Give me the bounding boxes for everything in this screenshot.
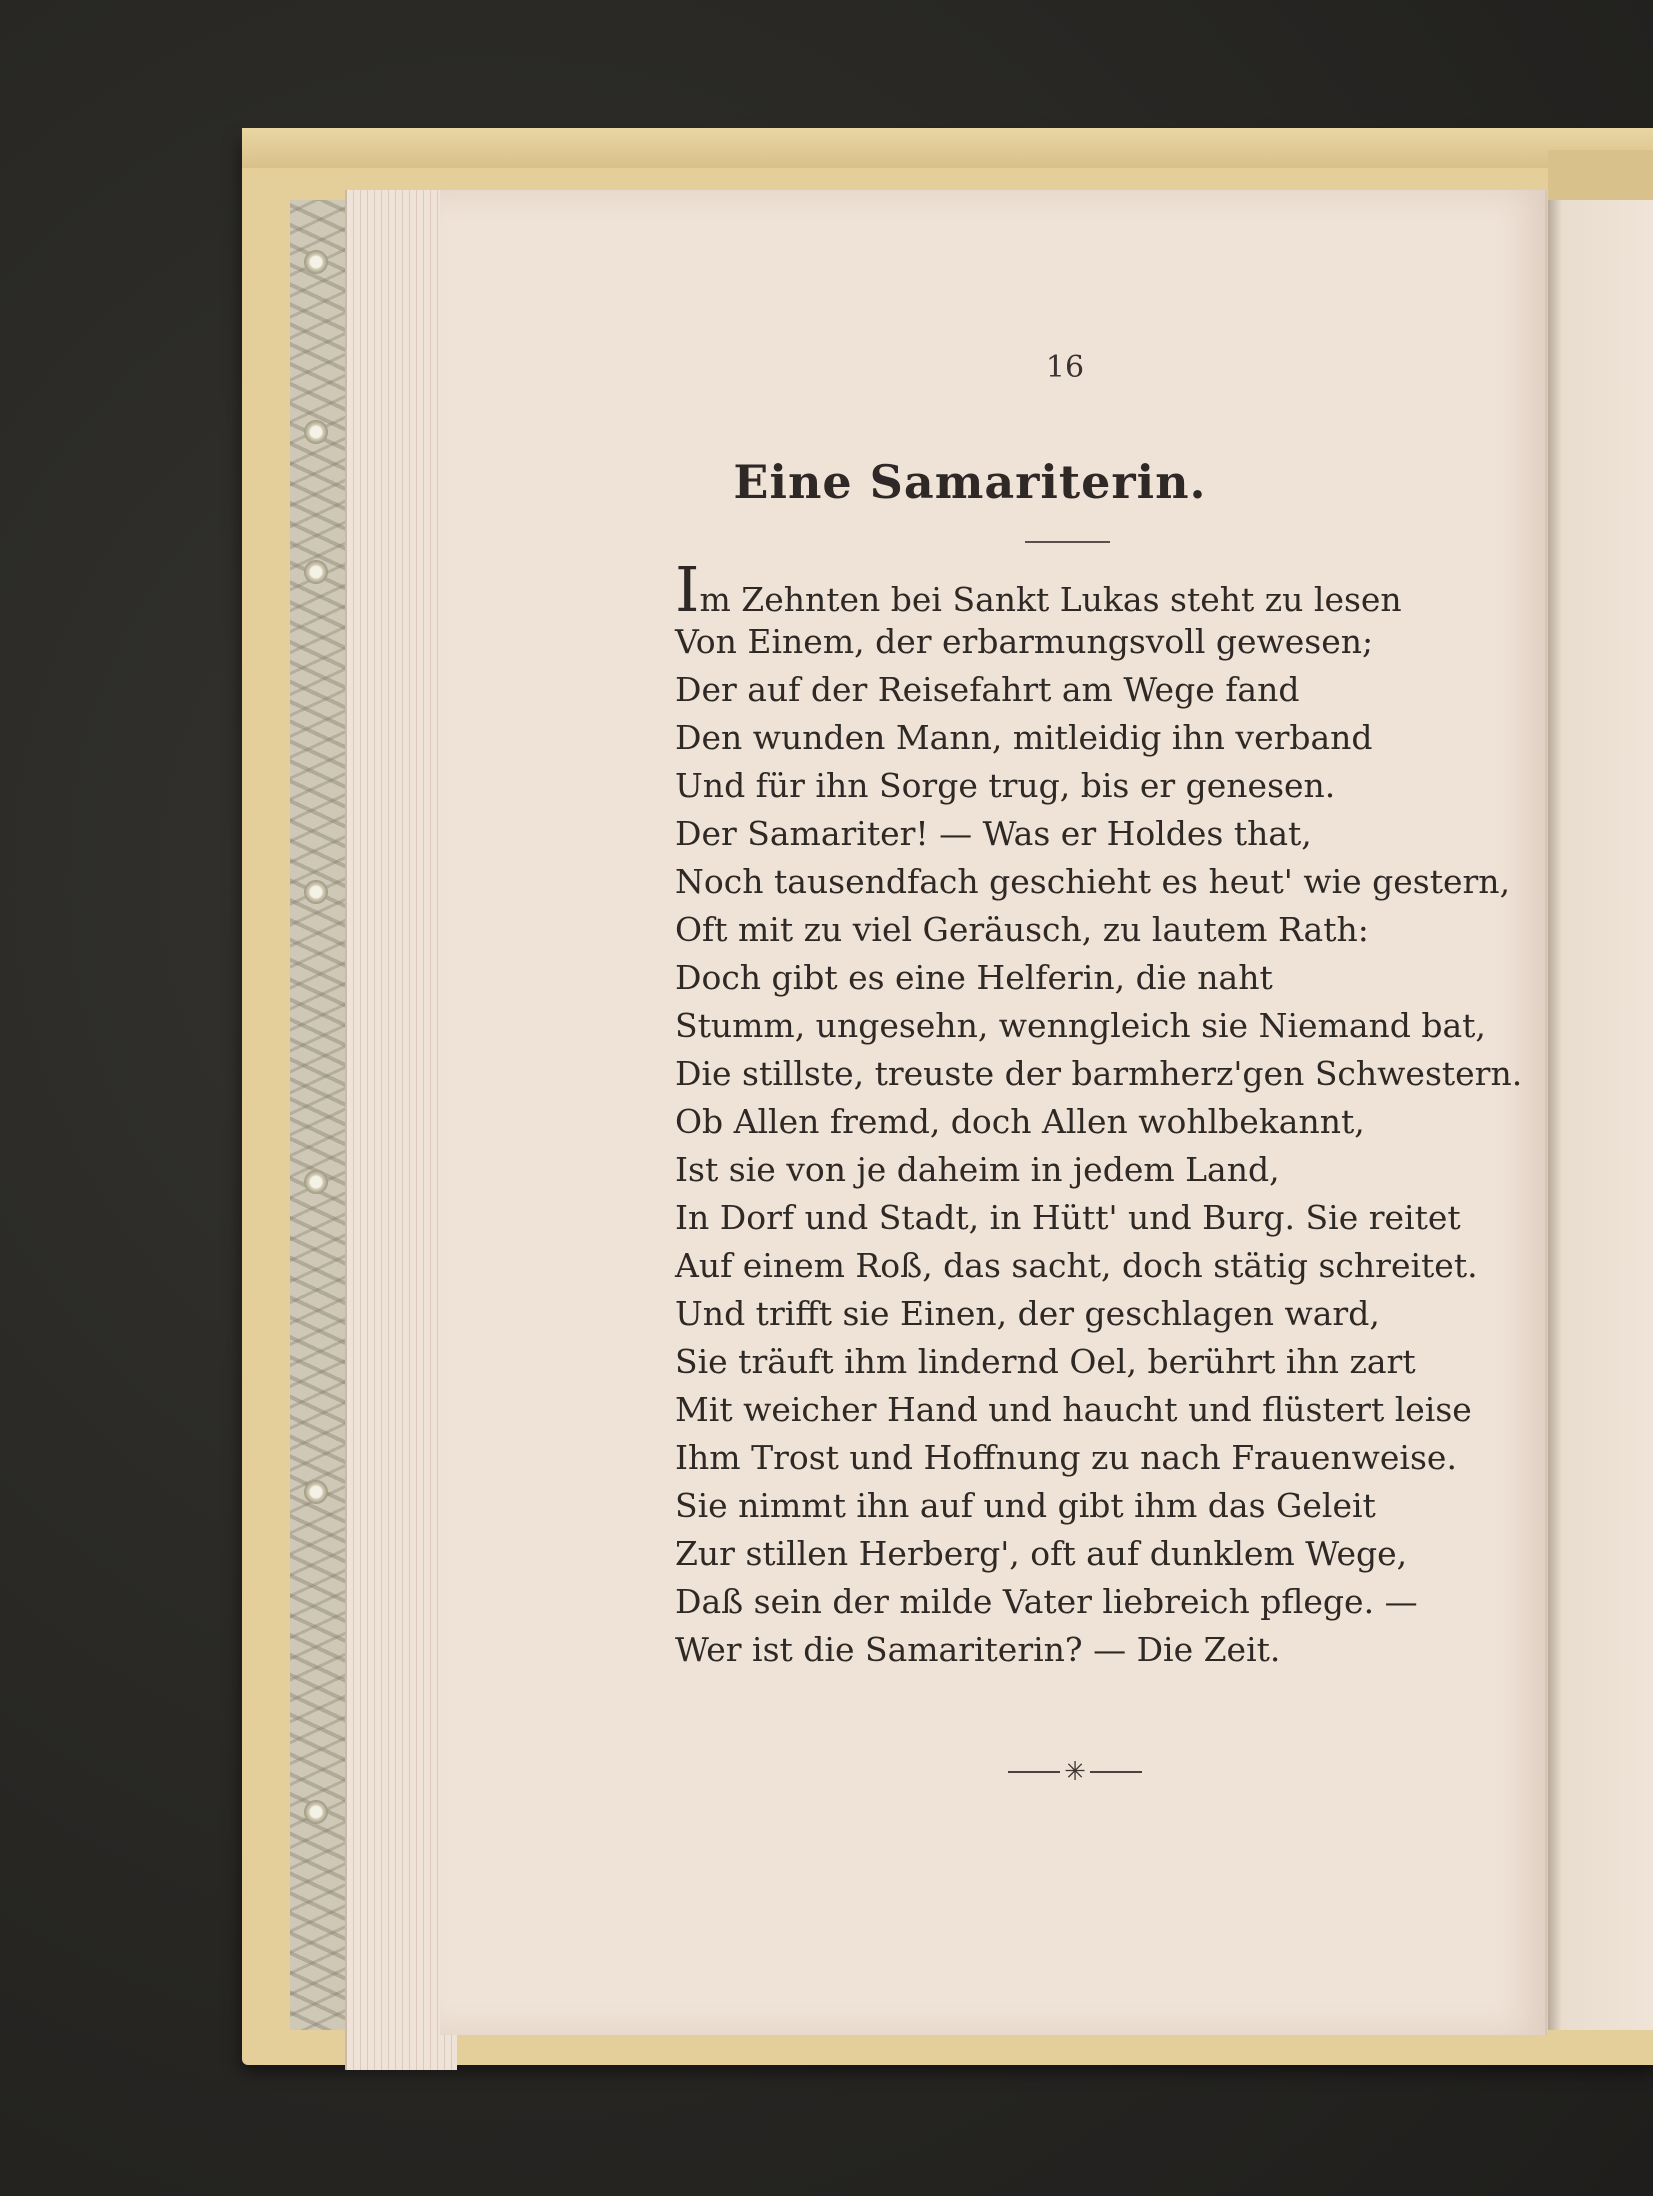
poem-line: Der auf der Reisefahrt am Wege fand [675, 670, 1300, 709]
poem-line: Und für ihn Sorge trug, bis er genesen. [675, 766, 1336, 805]
poem-line: Auf einem Roß, das sacht, doch stätig schreitet. [675, 1246, 1478, 1285]
poem-line: Die stillste, treuste der barmherz'gen Schwestern. [675, 1054, 1523, 1093]
lace-flower-icon [304, 880, 328, 904]
poem-line: Sie träuft ihm lindernd Oel, berührt ihn zart [675, 1342, 1416, 1381]
page-number: 16 [1045, 350, 1085, 385]
poem-line: Den wunden Mann, mitleidig ihn verband [675, 718, 1373, 757]
poem-body [675, 553, 1535, 1674]
poem-line: Von Einem, der erbarmungsvoll gewesen; [675, 622, 1374, 661]
poem-line: Mit weicher Hand und haucht und flüstert leise [675, 1390, 1472, 1429]
spine-lace-decoration [290, 200, 348, 2030]
title-divider [1025, 541, 1110, 543]
lace-flower-icon [304, 250, 328, 274]
lace-flower-icon [304, 1800, 328, 1824]
ornament-line-right [1090, 1771, 1142, 1773]
poem-title: Eine Samariterin. [733, 455, 1207, 509]
poem-line: Ist sie von je daheim in jedem Land, [675, 1150, 1280, 1189]
poem-line: Daß sein der milde Vater liebreich pflege. — [675, 1582, 1418, 1621]
poem-line: Oft mit zu viel Geräusch, zu lautem Rath: [675, 910, 1369, 949]
poem-line: In Dorf und Stadt, in Hütt' und Burg. Sie reitet [675, 1198, 1461, 1237]
poem-line: Ihm Trost und Hoffnung zu nach Frauenweise. [675, 1438, 1457, 1477]
poem-line: Doch gibt es eine Helferin, die naht [675, 958, 1273, 997]
poem-line: Der Samariter! — Was er Holdes that, [675, 814, 1312, 853]
poem-line: Zur stillen Herberg', oft auf dunklem Wege, [675, 1534, 1408, 1573]
poem-line: Stumm, ungesehn, wenngleich sie Niemand bat, [675, 1006, 1486, 1045]
poem-line: Sie nimmt ihn auf und gibt ihm das Geleit [675, 1486, 1376, 1525]
poem-line: Im Zehnten bei Sankt Lukas steht zu lesen [675, 553, 1402, 626]
lace-flower-icon [304, 1170, 328, 1194]
poem-line: Noch tausendfach geschieht es heut' wie gestern, [675, 862, 1511, 901]
closing-ornament [995, 1752, 1155, 1792]
asterisk-ornament-icon: ✳ [1064, 1757, 1086, 1787]
poem-line: Ob Allen fremd, doch Allen wohlbekannt, [675, 1102, 1365, 1141]
poem-line: Und trifft sie Einen, der geschlagen ward, [675, 1294, 1380, 1333]
lace-flower-icon [304, 420, 328, 444]
facing-page-edge [1548, 200, 1653, 2030]
book-cover-top-edge [242, 128, 1653, 168]
lace-flower-icon [304, 560, 328, 584]
poem-line: Wer ist die Samariterin? — Die Zeit. [675, 1630, 1281, 1669]
right-cover-edge [1548, 150, 1653, 200]
lace-flower-icon [304, 1480, 328, 1504]
ornament-line-left [1008, 1771, 1060, 1773]
